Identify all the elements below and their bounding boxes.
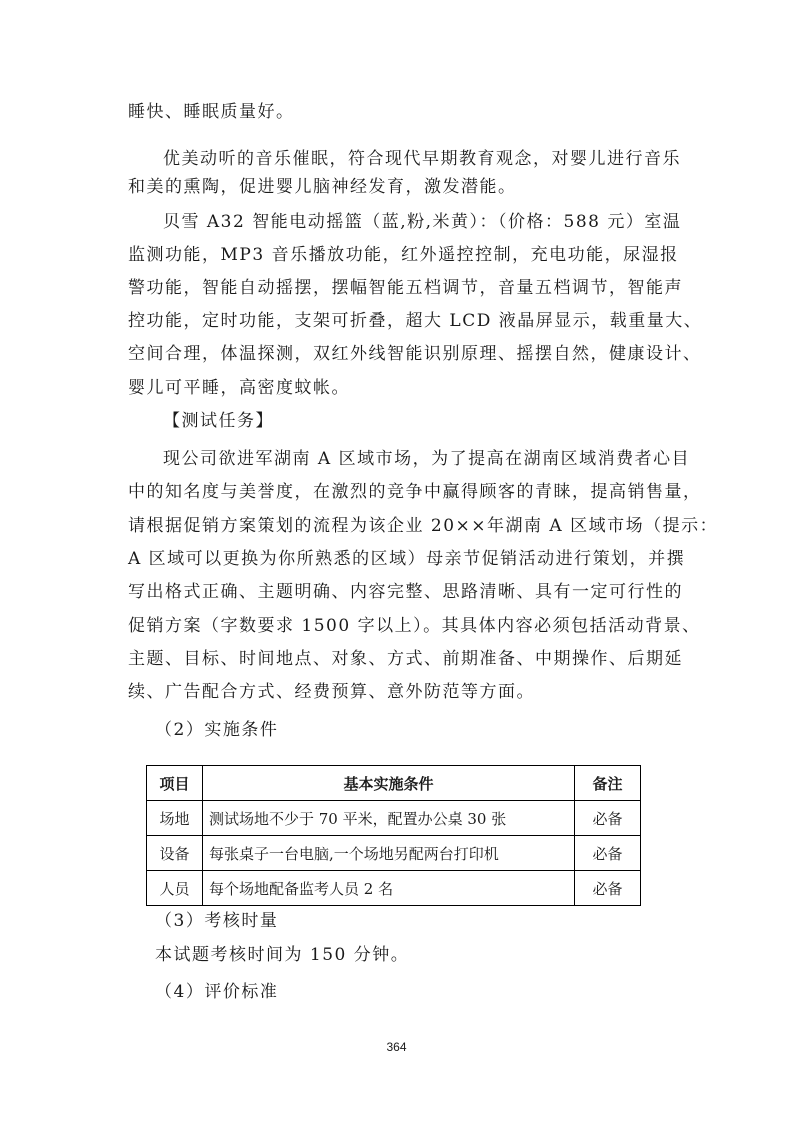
table-cell: 场地 bbox=[147, 801, 203, 836]
section-heading: （3）考核时量 bbox=[155, 911, 279, 931]
page-number: 364 bbox=[386, 1040, 407, 1054]
paragraph-line: 请根据促销方案策划的流程为该企业 20××年湖南 A 区域市场（提示： bbox=[128, 516, 719, 536]
section-heading: （4）评价标准 bbox=[155, 982, 279, 1002]
paragraph-line: 空间合理，体温探测，双红外线智能识别原理、摇摆自然，健康设计、 bbox=[128, 344, 702, 364]
conditions-table bbox=[146, 765, 641, 906]
paragraph-line: 监测功能，MP3 音乐播放功能，红外遥控控制，充电功能，尿湿报 bbox=[128, 245, 679, 265]
table-cell: 每个场地配备监考人员 2 名 bbox=[203, 871, 575, 906]
paragraph-line: 控功能，定时功能，支架可折叠，超大 LCD 液晶屏显示，载重量大、 bbox=[128, 311, 703, 331]
paragraph-line: 婴儿可平睡，高密度蚊帐。 bbox=[128, 378, 350, 398]
table-cell: 必备 bbox=[575, 836, 641, 871]
table-header-cell: 基本实施条件 bbox=[203, 766, 575, 801]
paragraph-line: 优美动听的音乐催眠，符合现代早期教育观念，对婴儿进行音乐 bbox=[163, 149, 681, 169]
paragraph-line: 写出格式正确、主题明确、内容完整、思路清晰、具有一定可行性的 bbox=[128, 582, 683, 602]
paragraph-line: A 区域可以更换为你所熟悉的区域）母亲节促销活动进行策划，并撰 bbox=[128, 549, 686, 569]
table-cell: 必备 bbox=[575, 801, 641, 836]
table-header-cell: 项目 bbox=[147, 766, 203, 801]
paragraph-line: 贝雪 A32 智能电动摇篮（蓝,粉,米黄）：（价格：588 元）室温 bbox=[163, 212, 682, 232]
table-cell: 测试场地不少于 70 平米，配置办公桌 30 张 bbox=[203, 801, 575, 836]
paragraph-line: 续、广告配合方式、经费预算、意外防范等方面。 bbox=[128, 682, 535, 702]
paragraph-line: 主题、目标、时间地点、对象、方式、前期准备、中期操作、后期延 bbox=[128, 649, 683, 669]
section-heading: 【测试任务】 bbox=[163, 411, 274, 431]
paragraph-line: 中的知名度与美誉度，在激烈的竞争中赢得顾客的青睐，提高销售量， bbox=[128, 482, 702, 502]
table-cell: 人员 bbox=[147, 871, 203, 906]
table-row bbox=[147, 871, 641, 906]
table-cell: 必备 bbox=[575, 871, 641, 906]
table-header-cell: 备注 bbox=[575, 766, 641, 801]
table-row bbox=[147, 836, 641, 871]
paragraph-line: 睡快、睡眠质量好。 bbox=[128, 102, 295, 122]
table-cell: 设备 bbox=[147, 836, 203, 871]
paragraph-line: 和美的熏陶，促进婴儿脑神经发育，激发潜能。 bbox=[128, 177, 517, 197]
table-header-row bbox=[147, 766, 641, 801]
table-cell: 每张桌子一台电脑,一个场地另配两台打印机 bbox=[203, 836, 575, 871]
paragraph-line: 促销方案（字数要求 1500 字以上）。其具体内容必须包括活动背景、 bbox=[128, 616, 701, 636]
table-row bbox=[147, 801, 641, 836]
paragraph-line: 警功能，智能自动摇摆，摆幅智能五档调节，音量五档调节，智能声 bbox=[128, 278, 683, 298]
paragraph-line: 本试题考核时间为 150 分钟。 bbox=[155, 945, 410, 965]
paragraph-line: 现公司欲进军湖南 A 区域市场，为了提高在湖南区域消费者心目 bbox=[163, 449, 691, 469]
section-heading: （2）实施条件 bbox=[155, 720, 279, 740]
